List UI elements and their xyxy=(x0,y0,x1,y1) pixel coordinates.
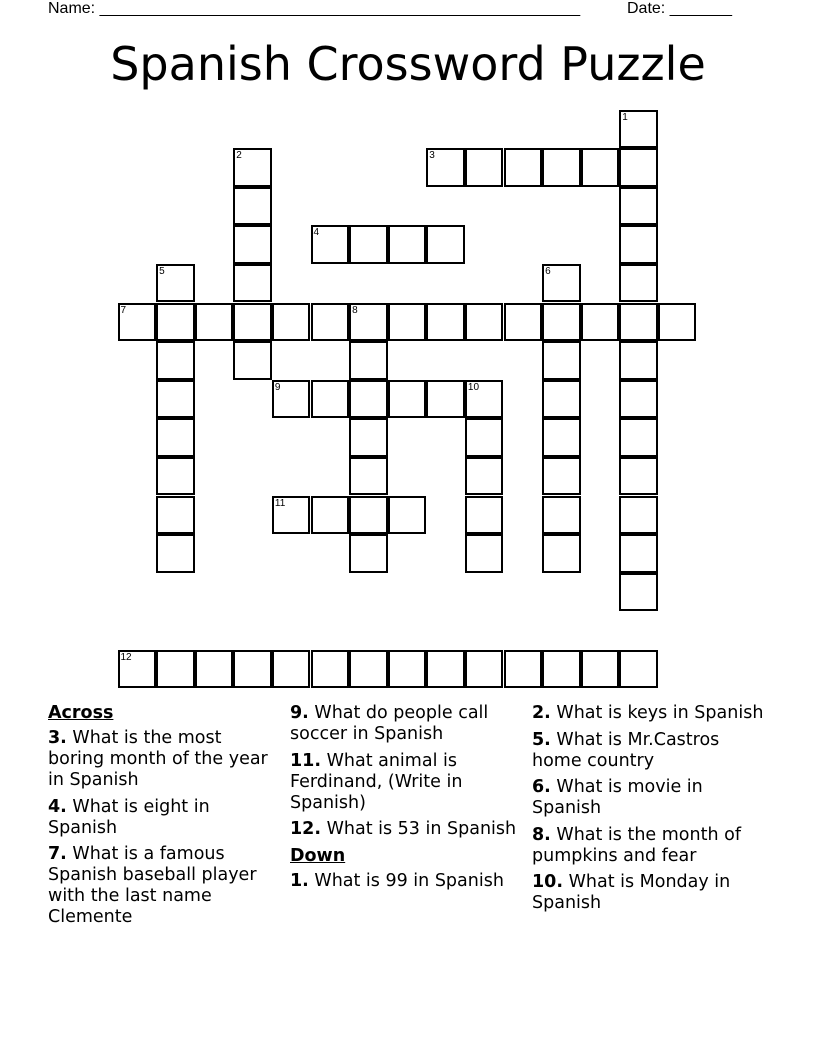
grid-cell[interactable] xyxy=(195,303,234,342)
grid-cell[interactable] xyxy=(156,341,195,380)
cell-number: 12 xyxy=(120,651,132,663)
grid-cell[interactable] xyxy=(542,496,581,535)
grid-cell[interactable] xyxy=(156,380,195,419)
grid-cell[interactable] xyxy=(504,650,543,689)
grid-cell[interactable] xyxy=(542,418,581,457)
across-clue-7: 7. What is a famous Spanish baseball player with the last name Clemente xyxy=(48,844,257,927)
grid-cell[interactable] xyxy=(388,650,427,689)
grid-cell[interactable] xyxy=(619,148,658,187)
grid-cell[interactable] xyxy=(619,534,658,573)
grid-cell[interactable] xyxy=(426,650,465,689)
grid-cell[interactable] xyxy=(156,418,195,457)
grid-cell[interactable] xyxy=(388,496,427,535)
grid-cell[interactable] xyxy=(426,225,465,264)
grid-cell[interactable] xyxy=(542,534,581,573)
grid-cell[interactable] xyxy=(156,496,195,535)
grid-cell[interactable] xyxy=(658,303,697,342)
grid-cell[interactable] xyxy=(156,534,195,573)
grid-cell[interactable] xyxy=(388,303,427,342)
grid-cell[interactable] xyxy=(349,303,388,342)
grid-cell[interactable] xyxy=(465,380,504,419)
cell-number: 6 xyxy=(545,265,551,277)
grid-cell[interactable] xyxy=(542,303,581,342)
cell-number: 3 xyxy=(429,150,435,162)
grid-cell[interactable] xyxy=(233,341,272,380)
cell-number: 2 xyxy=(236,150,242,162)
page-title: Spanish Crossword Puzzle xyxy=(110,37,706,91)
grid-cell[interactable] xyxy=(349,418,388,457)
grid-cell[interactable] xyxy=(233,650,272,689)
grid-cell[interactable] xyxy=(118,303,157,342)
grid-cell[interactable] xyxy=(272,380,311,419)
grid-cell[interactable] xyxy=(349,457,388,496)
grid-cell[interactable] xyxy=(619,496,658,535)
cell-number: 7 xyxy=(120,304,127,316)
cell-number: 11 xyxy=(274,497,286,509)
grid-cell[interactable] xyxy=(311,225,350,264)
grid-cell[interactable] xyxy=(619,303,658,342)
grid-cell[interactable] xyxy=(465,457,504,496)
grid-cell[interactable] xyxy=(272,496,311,535)
grid-cell[interactable] xyxy=(388,380,427,419)
down-clue-6: 6. What is movie in Spanish xyxy=(532,777,703,818)
cell-number: 5 xyxy=(159,265,165,277)
grid-cell[interactable] xyxy=(581,650,620,689)
grid-cell[interactable] xyxy=(426,303,465,342)
grid-cell[interactable] xyxy=(619,187,658,226)
down-heading: Down xyxy=(290,845,346,866)
down-clue-1: 1. What is 99 in Spanish xyxy=(290,870,504,891)
grid-cell[interactable] xyxy=(195,650,234,689)
grid-cell[interactable] xyxy=(465,496,504,535)
grid-cell[interactable] xyxy=(581,148,620,187)
date-line: Date: _______ xyxy=(627,0,732,17)
grid-cell[interactable] xyxy=(542,650,581,689)
grid-cell[interactable] xyxy=(233,264,272,303)
grid-cell[interactable] xyxy=(233,225,272,264)
across-clue-11: 11. What animal is Ferdinand, (Write in Spanish) xyxy=(290,750,463,813)
grid-cell[interactable] xyxy=(619,457,658,496)
cell-number: 4 xyxy=(313,227,320,239)
grid-cell[interactable] xyxy=(118,650,157,689)
grid-cell[interactable] xyxy=(619,264,658,303)
grid-cell[interactable] xyxy=(465,534,504,573)
grid-cell[interactable] xyxy=(619,380,658,419)
grid-cell[interactable] xyxy=(311,380,350,419)
cell-number: 9 xyxy=(274,381,281,393)
grid-cell[interactable] xyxy=(426,380,465,419)
grid-cell[interactable] xyxy=(504,303,543,342)
grid-cell[interactable] xyxy=(156,457,195,496)
clue-column-1 xyxy=(48,703,283,934)
grid-cell[interactable] xyxy=(619,110,658,149)
grid-cell[interactable] xyxy=(619,650,658,689)
grid-cell[interactable] xyxy=(233,303,272,342)
down-clue-8: 8. What is the month of pumpkins and fear xyxy=(532,824,741,866)
grid-cell[interactable] xyxy=(542,380,581,419)
grid-cell[interactable] xyxy=(542,341,581,380)
grid-cell[interactable] xyxy=(619,225,658,264)
grid-cell[interactable] xyxy=(542,457,581,496)
down-clue-10: 10. What is Monday in Spanish xyxy=(532,872,731,913)
grid-cell[interactable] xyxy=(619,418,658,457)
clue-column-2 xyxy=(290,703,525,897)
grid-cell[interactable] xyxy=(349,534,388,573)
grid-cell[interactable] xyxy=(349,341,388,380)
grid-cell[interactable] xyxy=(311,650,350,689)
grid-cell[interactable] xyxy=(619,573,658,612)
grid-cell[interactable] xyxy=(311,496,350,535)
down-clue-2: 2. What is keys in Spanish xyxy=(532,703,764,723)
across-clue-9: 9. What do people call soccer in Spanish xyxy=(290,703,489,744)
grid-cell[interactable] xyxy=(465,418,504,457)
grid-cell[interactable] xyxy=(426,148,465,187)
grid-cell[interactable] xyxy=(349,496,388,535)
grid-cell[interactable] xyxy=(233,187,272,226)
grid-cell[interactable] xyxy=(156,264,195,303)
grid-cell[interactable] xyxy=(349,225,388,264)
grid-cell[interactable] xyxy=(504,148,543,187)
grid-cell[interactable] xyxy=(349,650,388,689)
grid-cell[interactable] xyxy=(465,303,504,342)
grid-cell[interactable] xyxy=(542,264,581,303)
across-clue-4: 4. What is eight in Spanish xyxy=(48,796,210,838)
cell-number: 8 xyxy=(352,304,358,316)
grid-cell[interactable] xyxy=(619,341,658,380)
clue-column-3 xyxy=(532,703,772,920)
grid-cell[interactable] xyxy=(311,303,350,342)
name-line: Name: ______________________________________________________ xyxy=(48,0,581,17)
grid-cell[interactable] xyxy=(272,303,311,342)
grid-cell[interactable] xyxy=(388,225,427,264)
cell-number: 1 xyxy=(622,111,628,123)
cell-number: 10 xyxy=(467,381,480,393)
grid-cell[interactable] xyxy=(349,380,388,419)
across-heading: Across xyxy=(48,703,114,723)
grid-cell[interactable] xyxy=(542,148,581,187)
grid-cell[interactable] xyxy=(465,650,504,689)
grid-cell[interactable] xyxy=(233,148,272,187)
grid-cell[interactable] xyxy=(156,650,195,689)
grid-cell[interactable] xyxy=(156,303,195,342)
across-clue-3: 3. What is the most boring month of the year in Spanish xyxy=(48,728,268,790)
down-clue-5: 5. What is Mr.Castros home country xyxy=(532,729,720,771)
grid-cell[interactable] xyxy=(465,148,504,187)
grid-cell[interactable] xyxy=(581,303,620,342)
across-clue-12: 12. What is 53 in Spanish xyxy=(290,819,517,839)
grid-cell[interactable] xyxy=(272,650,311,689)
